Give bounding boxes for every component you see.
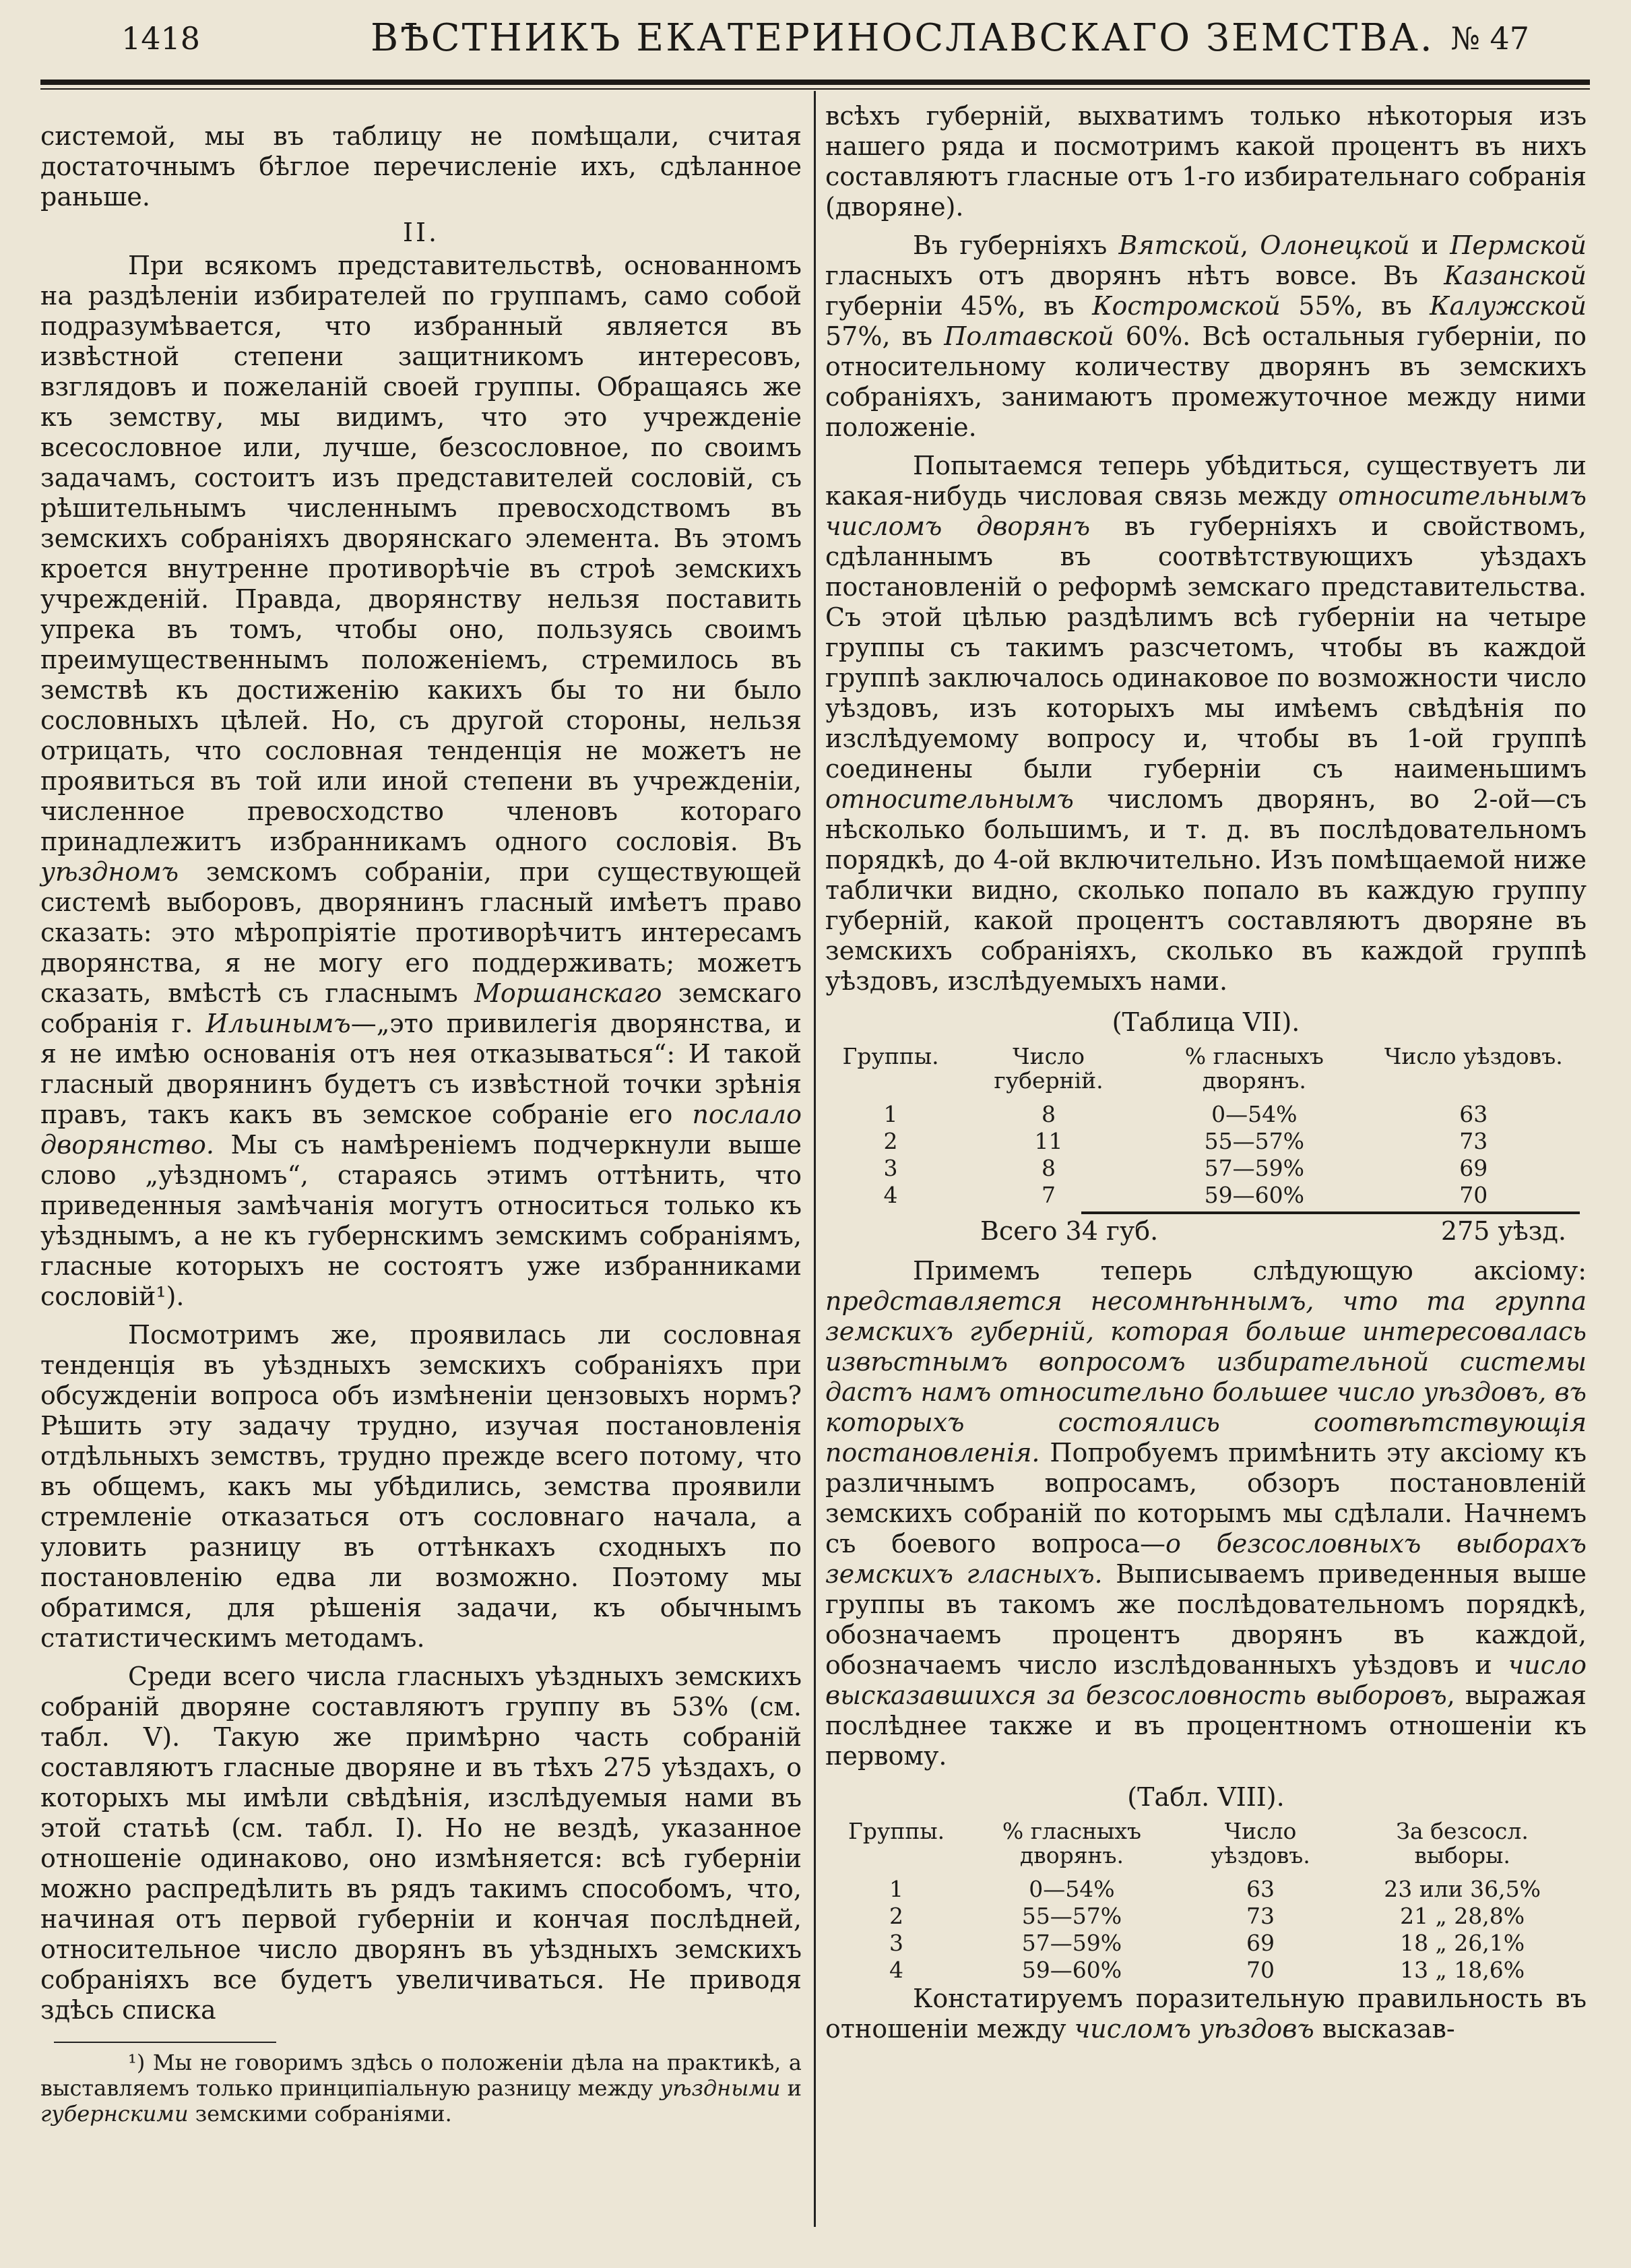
- table-cell: 11: [1034, 1128, 1063, 1154]
- table-cell: 23 или 36,5%: [1384, 1876, 1541, 1902]
- table-cell: 4: [883, 1182, 898, 1208]
- paragraph: системой, мы въ таблицу не помѣщали, считая достаточнымъ бѣглое перечисленіе ихъ, сдѣланное раньше.: [40, 121, 802, 212]
- table-row: [825, 1930, 1580, 1957]
- paragraph: Примемъ теперь слѣдующую аксіому: представляется несомнѣннымъ, что та группа земскихъ губерній, которая больше интересовалась извѣстнымъ вопросомъ избирательной системы дастъ намъ относительно большее число уѣздовъ, въ которыхъ состоялись соотвѣтствующія постановленія. Попробуемъ примѣнить эту аксіому къ различнымъ вопросамъ, обзоръ постановленій земскихъ собраній по которымъ мы сдѣлали. Начнемъ съ боевого вопроса—о безсословныхъ выборахъ земскихъ гласныхъ. Выписываемъ приведенныя выше группы въ такомъ же послѣдовательномъ порядкѣ, обозначаемъ процентъ дворянъ въ каждой, обозначаемъ число изслѣдованныхъ уѣздовъ и число высказавшихся за безсословность выборовъ, выражая послѣднее также и въ процентномъ отношеніи къ первому.: [825, 1256, 1587, 1771]
- section-number: II.: [402, 218, 440, 247]
- table-cell: 2: [889, 1903, 904, 1929]
- column-header: Число губерній.: [994, 1043, 1104, 1094]
- table-cell: 3: [889, 1930, 904, 1956]
- table-caption: (Таблица VII).: [1112, 1007, 1300, 1037]
- table-cell: 70: [1459, 1182, 1488, 1208]
- table-header-row: [825, 1817, 1580, 1876]
- table-cell: 57—59%: [1204, 1155, 1304, 1181]
- page-number: 1418: [121, 20, 201, 57]
- table-cell: 8: [1042, 1101, 1056, 1127]
- table-cell: 4: [889, 1957, 904, 1983]
- table-vii: [825, 1042, 1580, 1209]
- journal-title: ВѢСТНИКЪ ЕКАТЕРИНОСЛАВСКАГО ЗЕМСТВА.: [371, 16, 1434, 60]
- paragraph: Посмотримъ же, проявилась ли сословная тенденція въ уѣздныхъ земскихъ собраніяхъ при обсужденіи вопроса объ измѣненіи цензовыхъ нормъ? Рѣшить эту задачу трудно, изучая постановленія отдѣльныхъ земствъ, трудно прежде всего потому, что въ общемъ, какъ мы убѣдились, земства проявили стремленіе отказаться отъ сословнаго начала, а уловить разницу въ оттѣнкахъ сходныхъ по постановленію едва ли возможно. Поэтому мы обратимся, для рѣшенія задачи, къ обычнымъ статистическимъ методамъ.: [40, 1320, 802, 1653]
- table-row: [825, 1957, 1580, 1984]
- table-cell: 70: [1246, 1957, 1275, 1983]
- page-header: [40, 9, 1590, 70]
- table-caption: (Табл. VIII).: [1127, 1782, 1285, 1812]
- column-header: За безсосл. выборы.: [1396, 1818, 1529, 1868]
- column-header: % гласныхъ дворянъ.: [1184, 1043, 1324, 1094]
- table-totals: [825, 1214, 1587, 1248]
- table-cell: 13 „ 18,6%: [1400, 1957, 1525, 1983]
- column-header: % гласныхъ дворянъ.: [1002, 1818, 1141, 1868]
- table-cell: 73: [1459, 1128, 1488, 1154]
- table-cell: 3: [883, 1155, 898, 1181]
- paragraph: Констатируемъ поразительную правильность въ отношеніи между числомъ уѣздовъ высказав-: [825, 1984, 1587, 2044]
- table-cell: 21 „ 28,8%: [1400, 1903, 1525, 1929]
- header-rule-thick: [40, 80, 1590, 85]
- table-cell: 63: [1459, 1101, 1488, 1127]
- paragraph: Попытаемся теперь убѣдиться, существуетъ ли какая-нибудь числовая связь между относительнымъ числомъ дворянъ въ губерніяхъ и свойствомъ, сдѣланнымъ въ соотвѣтствующихъ уѣздахъ постановленій о реформѣ земскаго представительства. Съ этой цѣлью раздѣлимъ всѣ губерніи на четыре группы съ такимъ разсчетомъ, чтобы въ каждой группѣ заключалось одинаковое по возможности число уѣздовъ, изъ которыхъ мы имѣемъ свѣдѣнія по изслѣдуемому вопросу и, чтобы въ 1-ой группѣ соединены были губерніи съ наименьшимъ относительнымъ числомъ дворянъ, во 2-ой—съ нѣсколько большимъ, и т. д. въ послѣдовательномъ порядкѣ, до 4-ой включительно. Изъ помѣщаемой ниже таблички видно, сколько попало въ каждую группу губерній, какой процентъ составляютъ дворяне въ земскихъ собраніяхъ, сколько въ каждой группѣ уѣздовъ, изслѣдуемыхъ нами.: [825, 451, 1587, 996]
- left-column: [40, 121, 802, 2127]
- table-header-row: [825, 1042, 1580, 1101]
- table-cell: 8: [1042, 1155, 1056, 1181]
- footnote-rule: [54, 2042, 276, 2043]
- column-separator: [814, 91, 816, 2227]
- table-cell: 1: [883, 1101, 898, 1127]
- column-header: Группы.: [848, 1818, 945, 1844]
- total-provinces: Всего 34 губ.: [980, 1216, 1159, 1246]
- header-rule-thin: [40, 88, 1590, 90]
- paragraph: всѣхъ губерній, выхватимъ только нѣкоторыя изъ нашего ряда и посмотримъ какой процентъ въ нихъ составляютъ гласные отъ 1-го избирательнаго собранія (дворяне).: [825, 101, 1587, 222]
- paragraph: Въ губерніяхъ Вятской, Олонецкой и Пермской гласныхъ отъ дворянъ нѣтъ вовсе. Въ Казанской губерніи 45%, въ Костромской 55%, въ Калужской 57%, въ Полтавской 60%. Всѣ остальныя губерніи, по относительному количеству дворянъ въ земскихъ собраніяхъ, занимаютъ промежуточное между ними положеніе.: [825, 230, 1587, 442]
- table-cell: 55—57%: [1204, 1128, 1304, 1154]
- table-cell: 59—60%: [1021, 1957, 1122, 1983]
- paragraph: Среди всего числа гласныхъ уѣздныхъ земскихъ собраній дворяне составляютъ группу въ 53% (см. табл. V). Такую же примѣрно часть собраній составляютъ гласные дворяне и въ тѣхъ 275 уѣздахъ, о которыхъ мы имѣли свѣдѣнія, изслѣдуемыя нами въ этой статьѣ (см. табл. I). Но не вездѣ, указанное отношеніе одинаково, оно измѣняется: всѣ губерніи можно распредѣлить въ рядъ такимъ способомъ, что, начиная отъ первой губерніи и кончая послѣдней, относительное число дворянъ въ уѣздныхъ земскихъ собраніяхъ все будетъ увеличиваться. Не приводя здѣсь списка: [40, 1662, 802, 2025]
- table-row: [825, 1876, 1580, 1903]
- table-row: [825, 1155, 1580, 1182]
- table-cell: 2: [883, 1128, 898, 1154]
- total-districts: 275 уѣзд.: [1440, 1216, 1566, 1246]
- issue-number: № 47: [1450, 20, 1529, 57]
- table-cell: 55—57%: [1021, 1903, 1122, 1929]
- column-header: Группы.: [842, 1043, 939, 1069]
- table-cell: 57—59%: [1021, 1930, 1122, 1956]
- table-cell: 69: [1246, 1930, 1275, 1956]
- paragraph: При всякомъ представительствѣ, основанномъ на раздѣленіи избирателей по группамъ, само собой подразумѣвается, что избранный является въ извѣстной степени защитникомъ интересовъ, взглядовъ и пожеланій своей группы. Обращаясь же къ земству, мы видимъ, что это учрежденіе всесословное или, лучше, безсословное, по своимъ задачамъ, состоитъ изъ представителей сословій, съ рѣшительнымъ численнымъ превосходствомъ въ земскихъ собраніяхъ дворянскаго элемента. Въ этомъ кроется внутренне противорѣчіе въ строѣ земскихъ учрежденій. Правда, дворянству нельзя поставить упрека въ томъ, чтобы оно, пользуясь своимъ преимущественнымъ положеніемъ, стремилось въ земствѣ къ достиженію какихъ бы то ни было сословныхъ цѣлей. Но, съ другой стороны, нельзя отрицать, что сословная тенденція не можетъ не проявиться въ той или иной степени въ учрежденіи, численное превосходство членовъ котораго принадлежитъ избранникамъ одного сословія. Въ уѣздномъ земскомъ собраніи, при существующей системѣ выборовъ, дворянинъ гласный имѣетъ право сказать: это мѣропріятіе противорѣчитъ интересамъ дворянства, я не могу его поддерживать; можетъ сказать, вмѣстѣ съ гласнымъ Моршанскаго земскаго собранія г. Ильинымъ—„это привилегія дворянства, и я не имѣю основанія отъ нея отказываться“: И такой гласный дворянинъ будетъ съ извѣстной точки зрѣнія правъ, такъ какъ въ земское собраніе его послало дворянство. Мы съ намѣреніемъ подчеркнули выше слово „уѣздномъ“, стараясь этимъ оттѣнить, что приведенныя замѣчанія могутъ относиться только къ уѣзднымъ, а не къ губернскимъ земскимъ собраніямъ, гласные которыхъ не состоятъ уже избранниками сословій¹).: [40, 251, 802, 1311]
- table-row: [825, 1182, 1580, 1209]
- table-cell: 0—54%: [1211, 1101, 1298, 1127]
- table-cell: 59—60%: [1204, 1182, 1304, 1208]
- table-row: [825, 1101, 1580, 1128]
- table-row: [825, 1903, 1580, 1930]
- table-cell: 1: [889, 1876, 904, 1902]
- table-cell: 69: [1459, 1155, 1488, 1181]
- table-cell: 73: [1246, 1903, 1275, 1929]
- table-cell: 18 „ 26,1%: [1400, 1930, 1525, 1956]
- table-cell: 0—54%: [1029, 1876, 1115, 1902]
- table-cell: 63: [1246, 1876, 1275, 1902]
- table-row: [825, 1128, 1580, 1155]
- right-column: [825, 101, 1587, 2044]
- column-header: Число уѣздовъ.: [1384, 1043, 1563, 1069]
- footnote: ¹) Мы не говоримъ здѣсь о положеніи дѣла на практикѣ, а выставляемъ только принципіальную разницу между уѣздными и губернскими земскими собраніями.: [40, 2050, 802, 2127]
- table-cell: 7: [1042, 1182, 1056, 1208]
- column-header: Число уѣздовъ.: [1211, 1818, 1310, 1868]
- table-viii: [825, 1817, 1580, 1984]
